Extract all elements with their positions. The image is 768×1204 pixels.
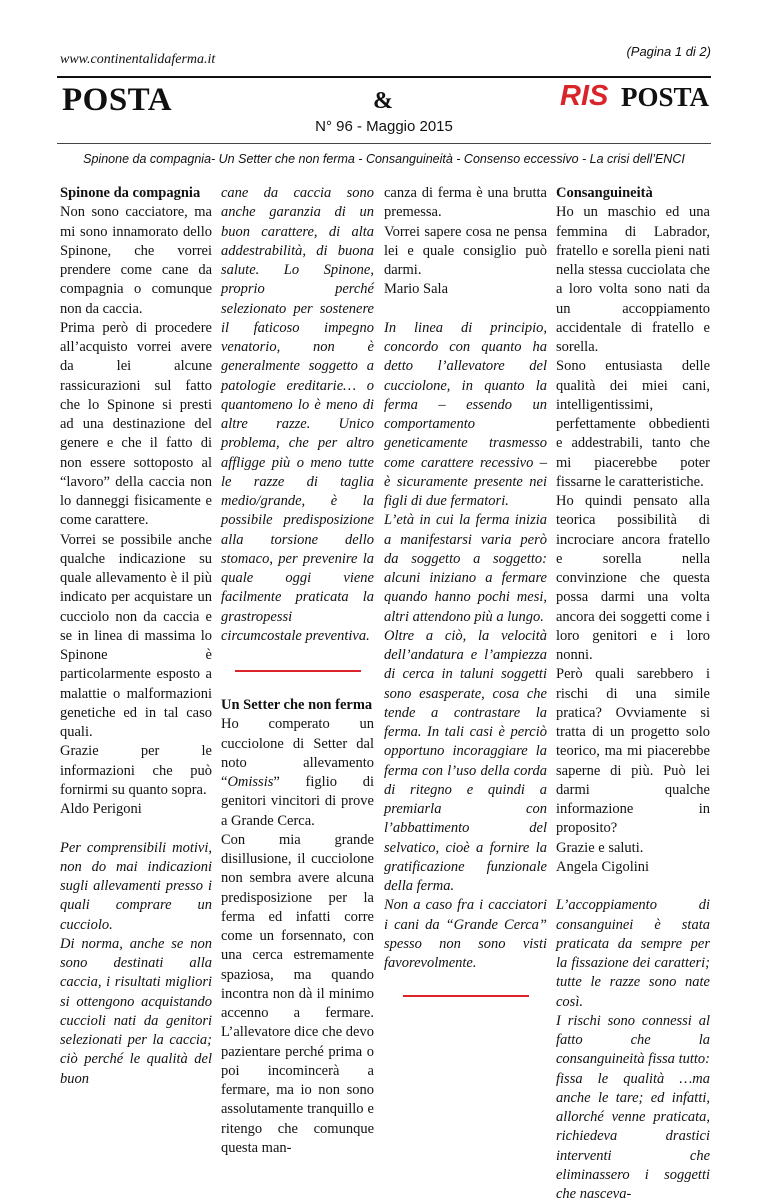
column-2 — [221, 184, 374, 1158]
column-3 — [384, 184, 547, 1021]
kennel-name: Omissis — [227, 774, 274, 790]
letter-paragraph: Ho quindi pensato alla teorica possibilità di incrociare ancora fratello e sorella nella convinzione che questa possa darmi una volta ancora dei soggetti come i loro genitori e i loro nonni. — [556, 493, 710, 663]
brand-posta: POSTA — [62, 82, 173, 118]
reply-paragraph: cane da caccia sono anche garanzia di un buon carattere, di alta addestrabilità, di buona salute. Lo Spinone, proprio perché selezionato per sostenere il faticoso impegno venatorio, non è generalmente soggetto a patologie ereditarie… o quantomeno lo è meno di altre razze. Unico problema, che per altro affligge più o meno tutte le razze di taglia medio/grande, è la possibile predisposizione alla torsione dello stomaco, per prevenire la quale oggi viene facilmente praticata la grastropessi circumcostale preventiva. — [221, 185, 374, 644]
letter-signature: Aldo Perigoni — [60, 801, 142, 817]
letter-paragraph: Ho un maschio ed una femmina di Labrador, fratello e sorella pieni nati nella stessa cucciolata che a loro volta sono nati da un accoppiamento accidentale di fratello e sorella. — [556, 204, 710, 355]
brand-posta-right: POSTA — [621, 82, 710, 112]
reply-paragraph: L’età in cui la ferma inizia a manifestarsi varia però da soggetto a soggetto: alcuni iniziano a fermare quando hanno pochi mesi, altri attendono più a lungo. — [384, 512, 547, 625]
header-rule — [57, 76, 711, 78]
letter-paragraph: Vorrei sapere cosa ne pensa lei e quale consiglio può darmi. — [384, 223, 547, 278]
contents-subtitle: Spinone da compagnia- Un Setter che non ferma - Consanguineità - Consenso eccessivo - La crisi dell’ENCI — [83, 152, 685, 166]
section-divider — [235, 670, 361, 672]
column-1 — [60, 184, 212, 1089]
letter-paragraph: Prima però di procedere all’acquisto vorrei avere da lei alcune rassicurazioni sul fatto che lo Spinone si presti ad una destinazione del genere e che il fatto di non essere sottoposto al “lavoro” della caccia non lo danneggi fisicamente e come carattere. — [60, 319, 212, 529]
reply-paragraph: Per comprensibili motivi, non do mai indicazioni sugli allevamenti presso i quali comprare un cucciolo. — [60, 839, 212, 933]
reply-paragraph: L’accoppiamento di consanguinei è stata praticata da sempre per la fissazione dei caratteri; tutte le razze sono nate così. — [556, 897, 710, 1010]
brand-ampersand: & — [373, 88, 393, 114]
section-divider — [403, 995, 529, 997]
letter-paragraph: Non sono cacciatore, ma mi sono innamorato dello Spinone, che vorrei prendere come cane da compagnia o comunque non da caccia. — [60, 204, 212, 317]
letter-paragraph: Con mia grande disillusione, il cucciolone non sembra avere alcuna predisposizione per la ferma ed infatti corre come un forsennato, con una cerca estremamente spaziosa, ma quando incontra non dà il minimo accenno a fermare. L’allevatore dice che devo pazientare perché prima o poi incomincerà a fermare, ma io non sono assolutamente tranquillo e ritengo che comunque questa man- — [221, 831, 374, 1156]
page-number: (Pagina 1 di 2) — [626, 44, 711, 59]
letter-paragraph: Sono entusiasta delle qualità dei miei cani, intelligentissimi, perfettamente obbedienti e addestrabili, tanto che mi piacerebbe poter fissarne le caratteristiche. — [556, 358, 710, 490]
issue-rule — [57, 143, 711, 144]
letter-paragraph: Ho comperato un cucciolone di Setter dal noto allevamento “Omissis” figlio di genitori vincitori di prove a Grande Cerca. — [221, 716, 374, 829]
issue-number: N° 96 - Maggio 2015 — [315, 118, 453, 135]
letter-paragraph: canza di ferma è una brutta premessa. — [384, 185, 547, 221]
reply-paragraph: In linea di principio, concordo con quanto ha detto l’allevatore del cucciolone, in quanto la ferma – essendo un comportamento geneticamente trasmesso come carattere recessivo – è sicuramente presente nei figli di due fermatori. — [384, 319, 547, 509]
column-4 — [556, 184, 710, 1204]
reply-paragraph: Non a caso fra i cacciatori i cani da “Grande Cerca” spesso non sono visti favorevolmente. — [384, 897, 547, 971]
article-title-setter: Un Setter che non ferma — [221, 697, 373, 713]
reply-paragraph: Oltre a ciò, la velocità dell’andatura e l’ampiezza di cerca in taluni soggetti sono esasperate, cosa che tende a contrastare la ferma. In tali casi è perciò opportuno incoraggiare la ferma con l’uso della corda di ritegno e quindi a premiarla con l’abbattimento del selvatico, cioè a fornire la gratificazione funzionale della ferma. — [384, 627, 547, 894]
letter-paragraph: Però quali sarebbero i rischi di una simile pratica? Ovviamente si tratta di un progetto solo teorico, ma mi piacerebbe saperne di più. Può lei darmi qualche informazione in proposito? — [556, 666, 710, 837]
letter-signature: Angela Cigolini — [556, 858, 650, 875]
brand-ris: RIS — [560, 80, 609, 112]
article-title-spinone: Spinone da compagnia — [60, 185, 201, 201]
letter-paragraph: Vorrei se possibile anche qualche indicazione su quale allevamento è il più indicato per acquistare un cucciolo non da caccia e se in linea di massima lo Spinone è particolarmente esposto a malattie o malformazioni genetiche ed in tal caso quali. — [60, 531, 212, 740]
reply-paragraph: I rischi sono connessi al fatto che la consanguineità fissa tutto: fissa le qualità …ma anche le tare; ed infatti, allorché venne praticata, richiedeva drastici interventi che eliminassero i soggetti che nasceva- — [556, 1012, 710, 1202]
letter-closing: Grazie e saluti. — [556, 839, 644, 856]
letter-paragraph: Grazie per le informazioni che può fornirmi su quanto sopra. — [60, 743, 212, 798]
website-url[interactable]: www.continentalidaferma.it — [60, 52, 216, 67]
letter-signature: Mario Sala — [384, 281, 449, 298]
reply-paragraph: Di norma, anche se non sono destinati alla caccia, i risultati migliori si ottengono acquistando cuccioli nati da genitori selezionati per la caccia; ciò perché le qualità del buon — [60, 935, 212, 1087]
article-title-consanguineita: Consanguineità — [556, 185, 653, 201]
